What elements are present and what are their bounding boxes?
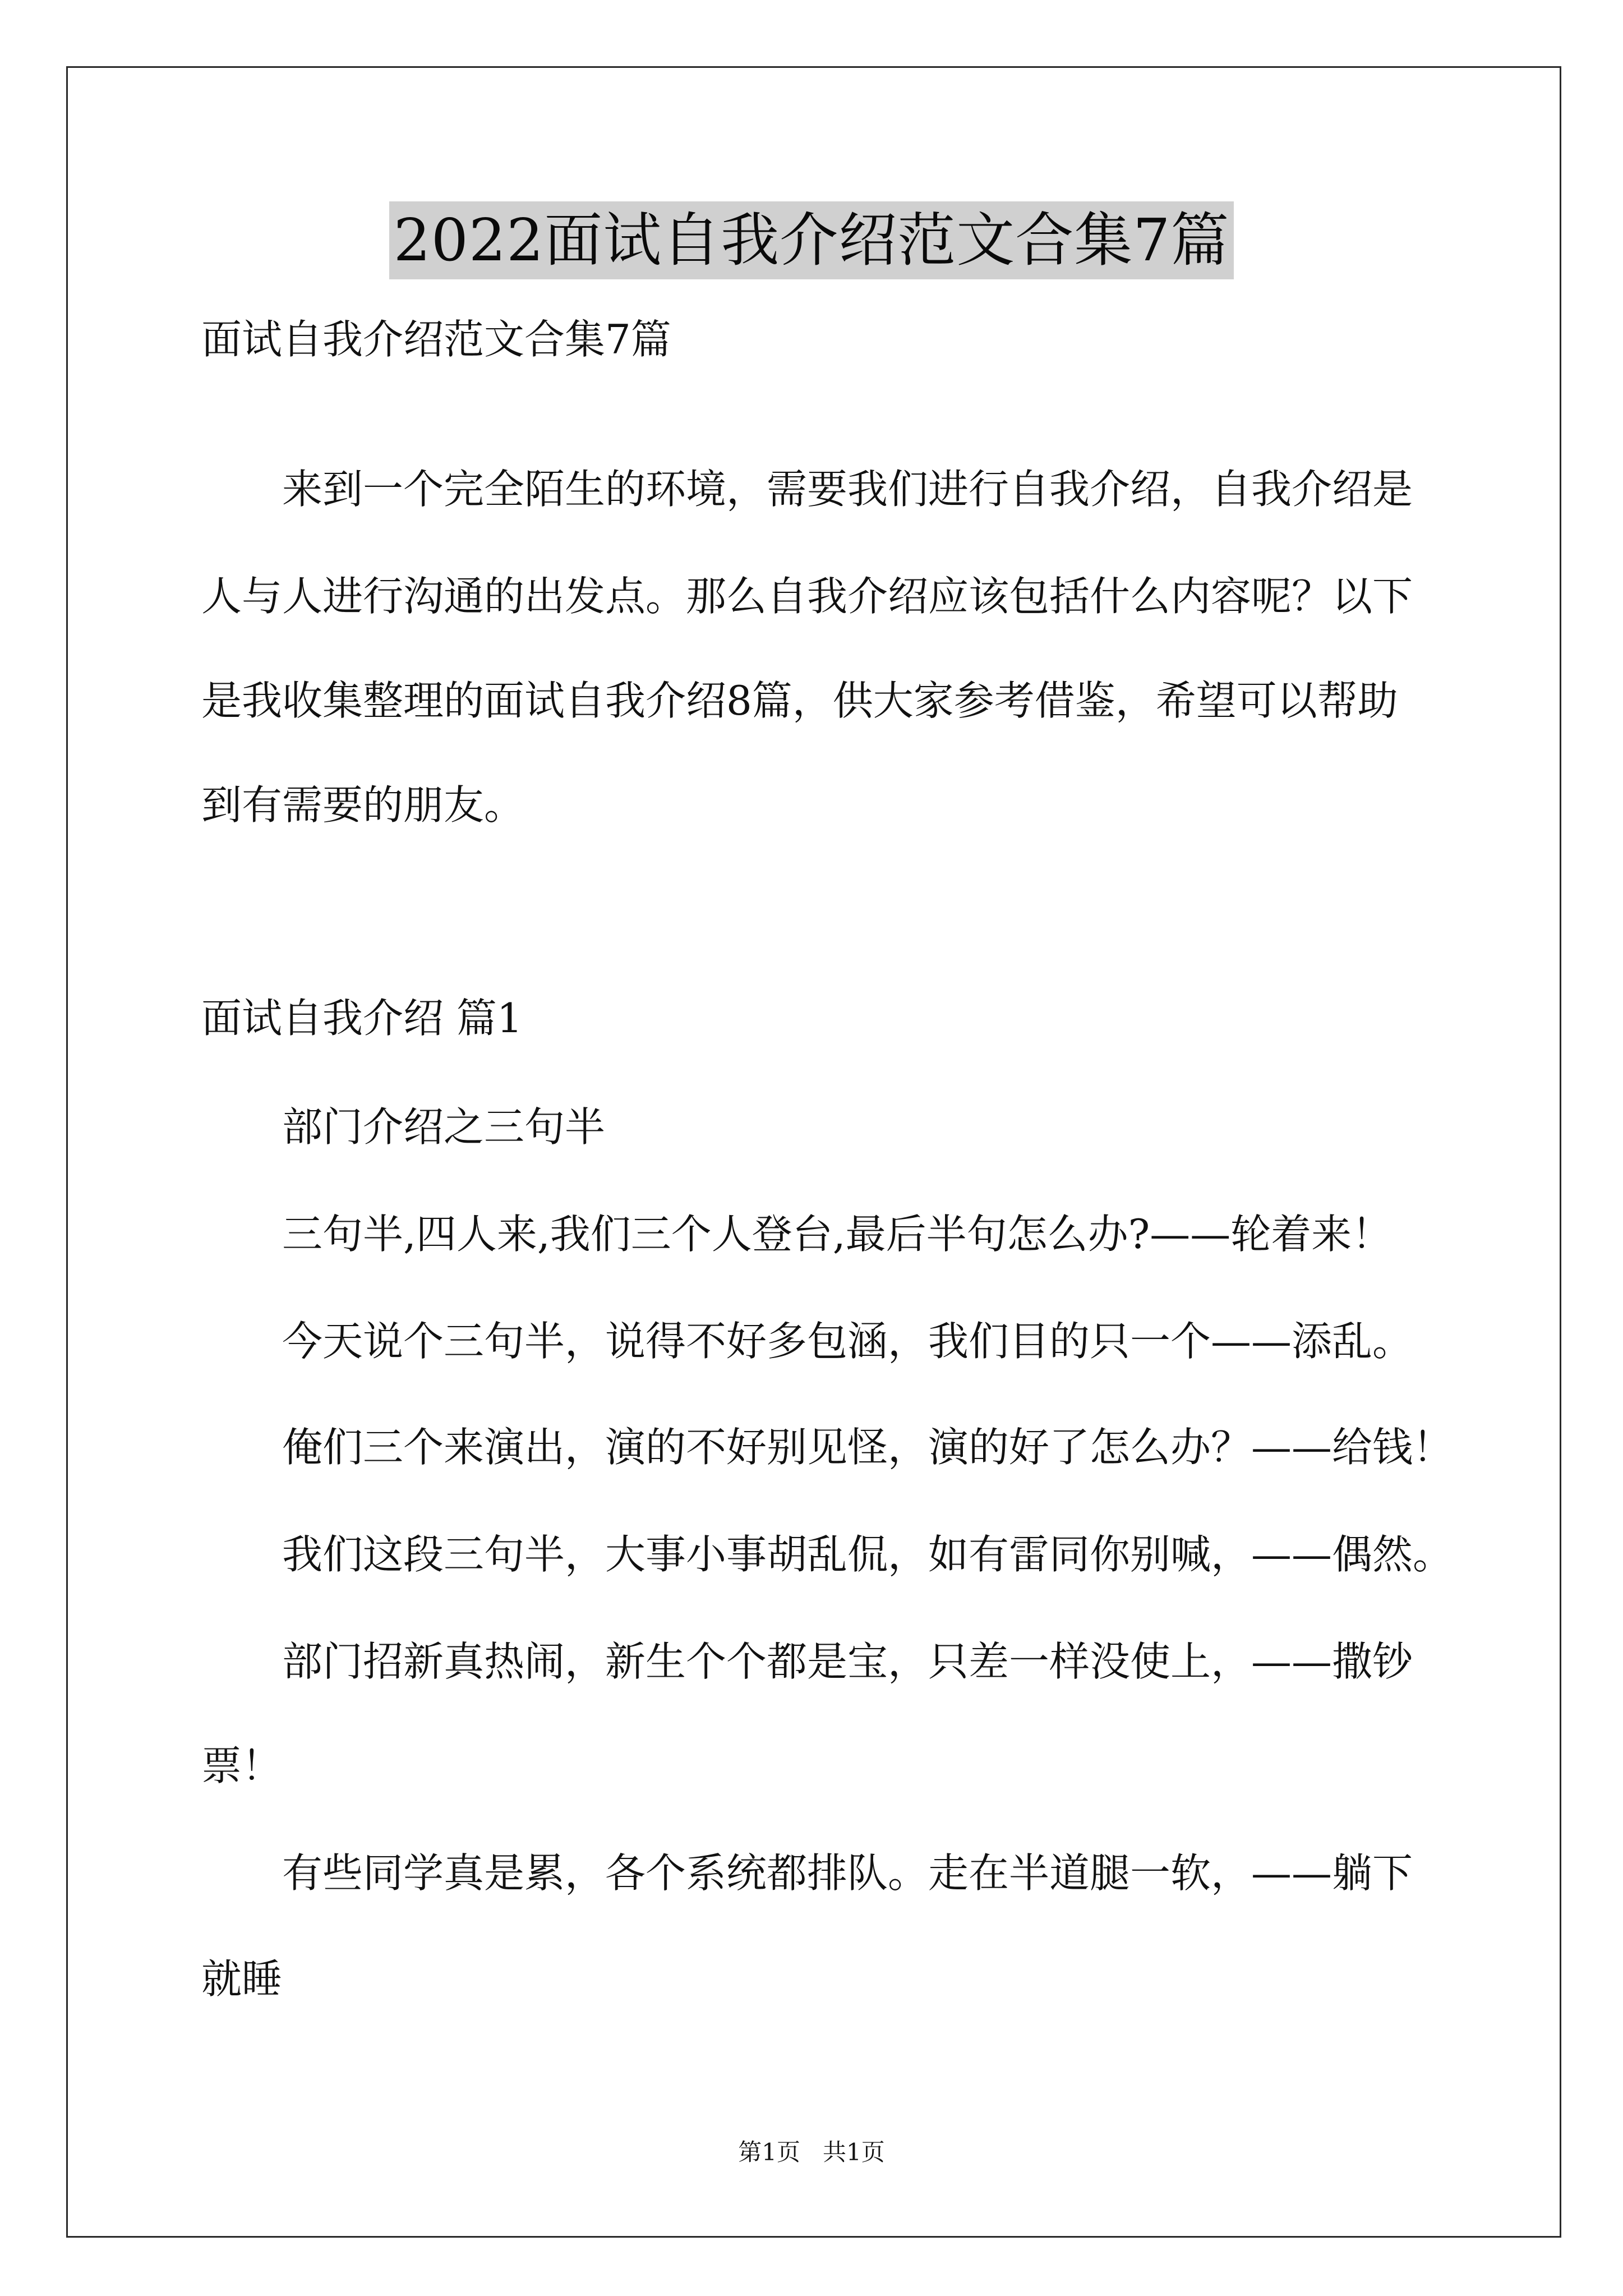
intro-paragraph-line: 是我收集整理的面试自我介绍8篇，供大家参考借鉴，希望可以帮助 bbox=[201, 677, 1398, 724]
intro-paragraph-line: 来到一个完全陌生的环境，需要我们进行自我介绍，自我介绍是 bbox=[282, 466, 1413, 513]
verse-line: 部门招新真热闹，新生个个都是宝，只差一样没使上，——撒钞 bbox=[282, 1638, 1413, 1685]
verse-line: 我们这段三句半，大事小事胡乱侃，如有雷同你别喊，——偶然。 bbox=[282, 1531, 1454, 1578]
document-title: 2022面试自我介绍范文合集7篇 bbox=[389, 201, 1234, 279]
title-container bbox=[0, 201, 1623, 279]
verse-line: 三句半,四人来,我们三个人登台,最后半句怎么办?——轮着来！ bbox=[282, 1211, 1393, 1258]
verse-line-continuation: 就睡 bbox=[201, 1955, 283, 2003]
section-heading: 面试自我介绍 篇1 bbox=[201, 995, 523, 1042]
verse-line: 俺们三个来演出，演的不好别见怪，演的好了怎么办？——给钱！ bbox=[282, 1424, 1454, 1471]
intro-paragraph-line: 人与人进行沟通的出发点。那么自我介绍应该包括什么内容呢？以下 bbox=[201, 573, 1413, 620]
verse-line-continuation: 票！ bbox=[201, 1742, 283, 1789]
section-subheading: 部门介绍之三句半 bbox=[282, 1103, 606, 1151]
verse-line: 今天说个三句半，说得不好多包涵，我们目的只一个——添乱。 bbox=[282, 1318, 1413, 1365]
page-footer: 第1页 共1页 bbox=[738, 2138, 885, 2166]
intro-paragraph-line: 到有需要的朋友。 bbox=[201, 781, 525, 829]
document-subtitle: 面试自我介绍范文合集7篇 bbox=[201, 316, 671, 363]
verse-line: 有些同学真是累，各个系统都排队。走在半道腿一软，——躺下 bbox=[282, 1849, 1413, 1897]
